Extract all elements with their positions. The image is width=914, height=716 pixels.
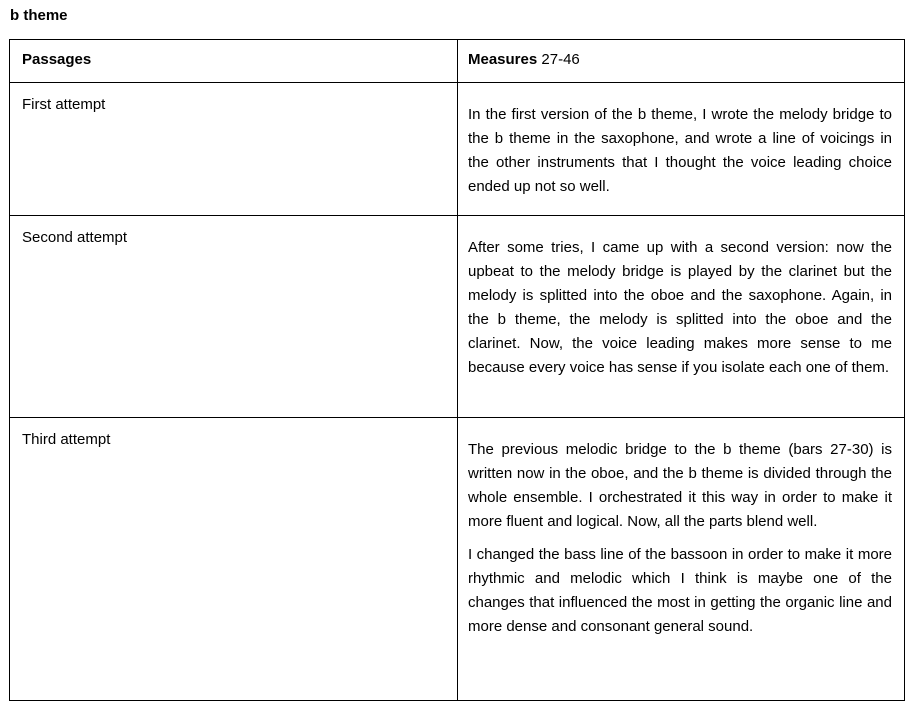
description-paragraph: In the first version of the b theme, I wrote the melody bridge to the b theme in the saxophone, and wrote a line of voicings in the other instruments that I thought the voice leading choice ended up not so well. <box>468 106 892 195</box>
column-header-passages: Passages <box>10 40 458 83</box>
passages-table <box>9 39 905 701</box>
passage-cell: Third attempt <box>10 418 458 701</box>
table-header-row <box>10 40 905 83</box>
column-header-measures <box>458 40 905 83</box>
description-paragraph: I changed the bass line of the bassoon in order to make it more rhythmic and melodic which I think is maybe one of the changes that influenced the most in getting the organic line and more dense and consonant general sound. <box>468 546 892 635</box>
passage-cell: Second attempt <box>10 216 458 418</box>
description-paragraph: After some tries, I came up with a second version: now the upbeat to the melody bridge is played by the clarinet but the melody is splitted into the oboe and the saxophone. Again, in the b theme, the melody is splitted into the oboe and the clarinet. Now, the voice leading makes more sense to me because every voice has sense if you isolate each one of them. <box>468 239 892 376</box>
measures-value: 27-46 <box>537 51 580 68</box>
table-row <box>10 216 905 418</box>
table-row <box>10 83 905 216</box>
description-cell <box>458 216 905 418</box>
passage-cell: First attempt <box>10 83 458 216</box>
description-cell <box>458 418 905 701</box>
description-cell <box>458 83 905 216</box>
measures-label: Measures <box>468 51 538 68</box>
description-paragraph: The previous melodic bridge to the b theme (bars 27-30) is written now in the oboe, and the b theme is divided through the whole ensemble. I orchestrated it this way in order to make it more fluent and logical. Now, all the parts blend well. <box>468 441 892 530</box>
table-row <box>10 418 905 701</box>
page-title: b theme <box>10 7 68 24</box>
